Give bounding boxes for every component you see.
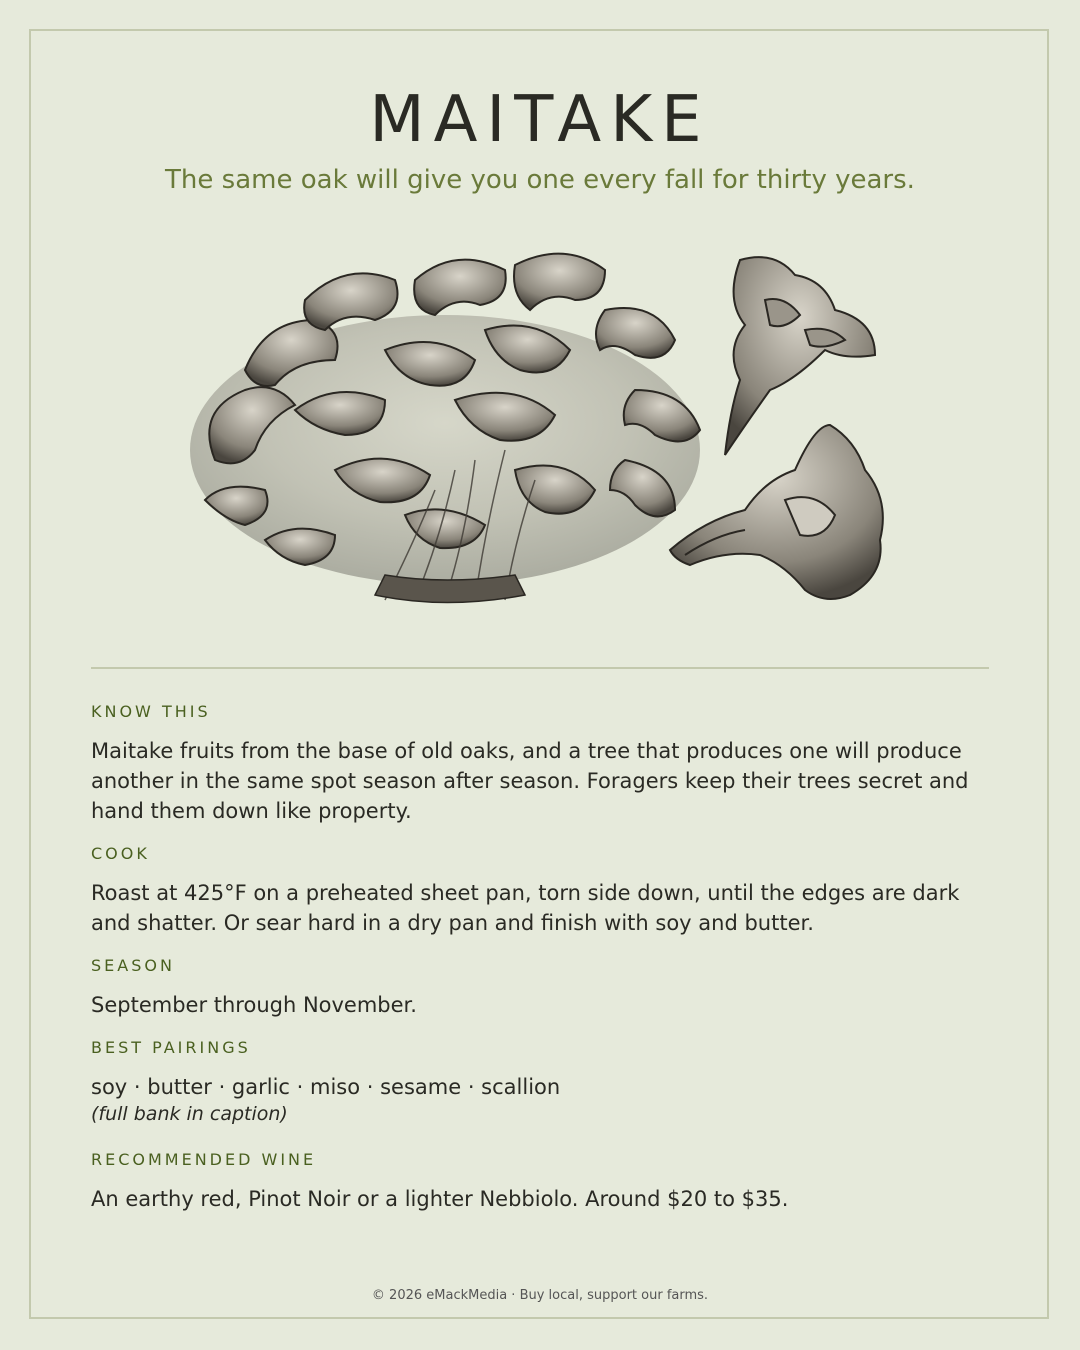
section-label: BEST PAIRINGS (91, 1038, 251, 1057)
pairings-note: (full bank in caption) (91, 1103, 288, 1125)
fragment-top-drawing (725, 257, 875, 455)
section-season (91, 955, 991, 1020)
section-body: Roast at 425°F on a preheated sheet pan, torn side down, until the edges are dark and shatter. Or sear hard in a dry pan and finish with soy and butter. (91, 881, 960, 935)
section-label: RECOMMENDED WINE (91, 1150, 317, 1169)
section-cook (91, 843, 991, 938)
section-recommended-wine (91, 1149, 991, 1214)
footer-copyright: © 2026 eMackMedia · Buy local, support our farms. (371, 1288, 709, 1303)
section-body: soy · butter · garlic · miso · sesame · scallion (91, 1075, 561, 1099)
fragment-bottom-drawing (670, 425, 883, 599)
main-cluster-drawing (190, 254, 700, 603)
section-label: SEASON (91, 956, 175, 975)
section-body: September through November. (91, 993, 417, 1017)
section-label: COOK (91, 844, 150, 863)
section-label: KNOW THIS (91, 702, 211, 721)
section-best-pairings (91, 1037, 991, 1126)
section-body: Maitake fruits from the base of old oaks, and a tree that produces one will produce another in the same spot season after season. Foragers keep their trees secret and hand them down like property. (91, 739, 969, 823)
section-body: An earthy red, Pinot Noir or a lighter Nebbiolo. Around $20 to $35. (91, 1187, 789, 1211)
maitake-illustration (185, 240, 905, 610)
page-subtitle: The same oak will give you one every fall for thirty years. (165, 165, 915, 195)
page-title: MAITAKE (369, 83, 711, 157)
section-know-this (91, 701, 991, 826)
section-divider (91, 667, 989, 669)
